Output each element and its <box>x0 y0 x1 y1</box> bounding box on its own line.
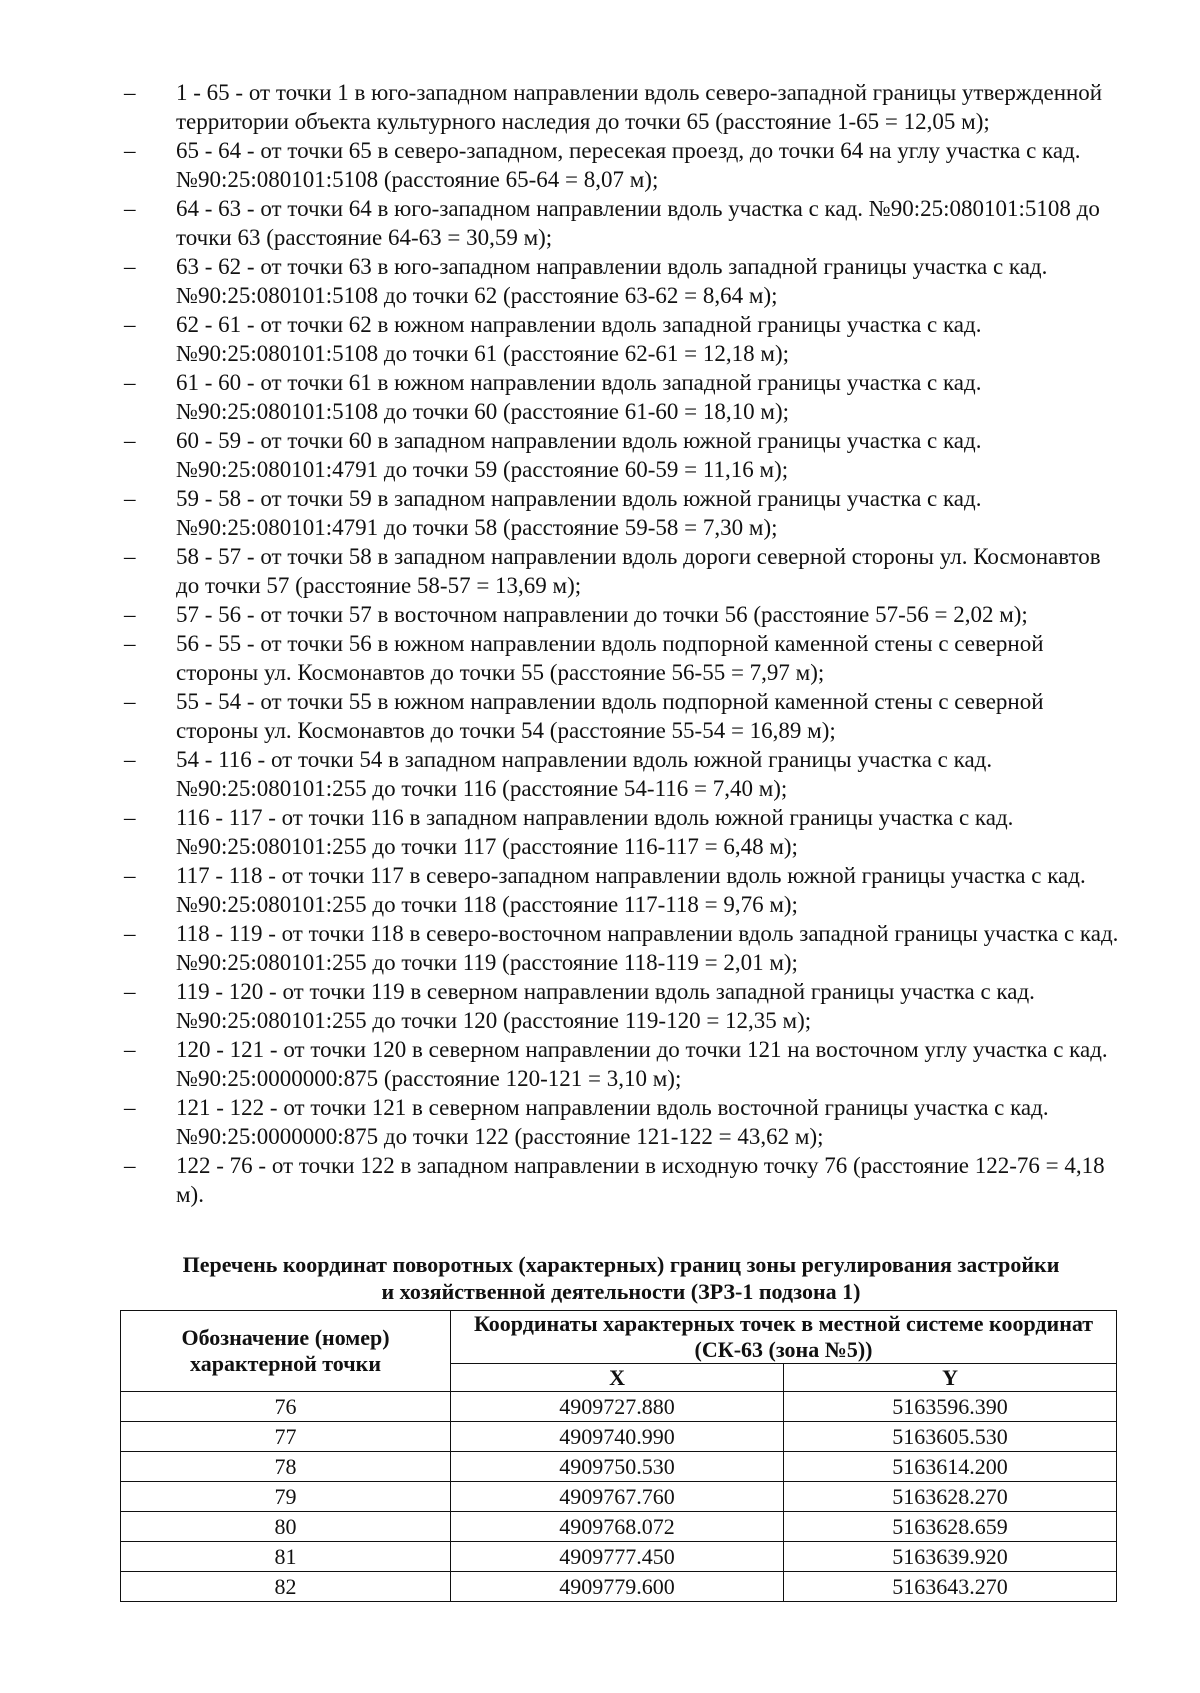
list-dash: – <box>124 979 136 1004</box>
list-item-text: 119 - 120 - от точки 119 в северном направлении вдоль западной границы участка с кад. №90:25:080101:255 до точки 120 (расстояние 119-120 = 12,35 м); <box>176 979 1035 1033</box>
list-item-text: 1 - 65 - от точки 1 в юго-западном направлении вдоль северо-западной границы утвержденной территории объекта культурного наследия до точки 65 (расстояние 1-65 = 12,05 м); <box>176 80 1103 134</box>
cell-point-number: 81 <box>121 1542 451 1572</box>
header-x: X <box>451 1364 784 1392</box>
cell-x: 4909727.880 <box>451 1392 784 1422</box>
list-dash: – <box>124 370 136 395</box>
list-dash: – <box>124 631 136 656</box>
cell-y: 5163639.920 <box>784 1542 1117 1572</box>
list-item <box>120 977 1120 1035</box>
list-dash: – <box>124 254 136 279</box>
list-item <box>120 629 1120 687</box>
list-item-text: 116 - 117 - от точки 116 в западном направлении вдоль южной границы участка с кад. №90:25:080101:255 до точки 117 (расстояние 116-117 = 6,48 м); <box>176 805 1014 859</box>
list-item-text: 121 - 122 - от точки 121 в северном направлении вдоль восточной границы участка с кад. №90:25:0000000:875 до точки 122 (расстояние 121-122 = 43,62 м); <box>176 1095 1049 1149</box>
list-item-text: 122 - 76 - от точки 122 в западном направлении в исходную точку 76 (расстояние 122-76 = 4,18 м). <box>176 1153 1105 1207</box>
cell-y: 5163643.270 <box>784 1572 1117 1602</box>
list-dash: – <box>124 747 136 772</box>
list-item-text: 56 - 55 - от точки 56 в южном направлении вдоль подпорной каменной стены с северной стороны ул. Космонавтов до точки 55 (расстояние 56-55 = 7,97 м); <box>176 631 1044 685</box>
cell-x: 4909740.990 <box>451 1422 784 1452</box>
list-dash: – <box>124 1037 136 1062</box>
cell-point-number: 80 <box>121 1512 451 1542</box>
table-row <box>121 1482 1117 1512</box>
list-item <box>120 252 1120 310</box>
list-item-text: 60 - 59 - от точки 60 в западном направлении вдоль южной границы участка с кад. №90:25:080101:4791 до точки 59 (расстояние 60-59 = 11,16 м); <box>176 428 982 482</box>
table-title-line-1: Перечень координат поворотных (характерных) границ зоны регулирования застройки <box>182 1252 1060 1277</box>
list-item-text: 61 - 60 - от точки 61 в южном направлении вдоль западной границы участка с кад. №90:25:080101:5108 до точки 60 (расстояние 61-60 = 18,10 м); <box>176 370 982 424</box>
list-item-text: 58 - 57 - от точки 58 в западном направлении вдоль дороги северной стороны ул. Космонавтов до точки 57 (расстояние 58-57 = 13,69 м); <box>176 544 1101 598</box>
table-row <box>121 1422 1117 1452</box>
list-dash: – <box>124 544 136 569</box>
list-item-text: 117 - 118 - от точки 117 в северо-западном направлении вдоль южной границы участка с кад. №90:25:080101:255 до точки 118 (расстояние 117-118 = 9,76 м); <box>176 863 1086 917</box>
list-item-text: 63 - 62 - от точки 63 в юго-западном направлении вдоль западной границы участка с кад. №90:25:080101:5108 до точки 62 (расстояние 63-62 = 8,64 м); <box>176 254 1048 308</box>
list-item <box>120 600 1120 629</box>
list-item <box>120 426 1120 484</box>
list-item <box>120 78 1120 136</box>
list-dash: – <box>124 428 136 453</box>
list-item-text: 54 - 116 - от точки 54 в западном направлении вдоль южной границы участка с кад. №90:25:080101:255 до точки 116 (расстояние 54-116 = 7,40 м); <box>176 747 993 801</box>
list-item-text: 118 - 119 - от точки 118 в северо-восточном направлении вдоль западной границы участка с кад. №90:25:080101:255 до точки 119 (расстояние 118-119 = 2,01 м); <box>176 921 1119 975</box>
list-dash: – <box>124 196 136 221</box>
cell-x: 4909768.072 <box>451 1512 784 1542</box>
list-item <box>120 368 1120 426</box>
list-item-text: 62 - 61 - от точки 62 в южном направлении вдоль западной границы участка с кад. №90:25:080101:5108 до точки 61 (расстояние 62-61 = 12,18 м); <box>176 312 982 366</box>
list-dash: – <box>124 80 136 105</box>
list-item <box>120 861 1120 919</box>
list-item <box>120 1151 1120 1209</box>
list-item <box>120 1093 1120 1151</box>
header-coordinates: Координаты характерных точек в местной системе координат (СК-63 (зона №5)) <box>451 1311 1117 1364</box>
list-item <box>120 194 1120 252</box>
list-item <box>120 1035 1120 1093</box>
list-item <box>120 310 1120 368</box>
list-dash: – <box>124 863 136 888</box>
cell-y: 5163628.659 <box>784 1512 1117 1542</box>
list-dash: – <box>124 312 136 337</box>
list-item-text: 120 - 121 - от точки 120 в северном направлении до точки 121 на восточном углу участка с кад. №90:25:0000000:875 (расстояние 120-121 = 3,10 м); <box>176 1037 1108 1091</box>
cell-x: 4909779.600 <box>451 1572 784 1602</box>
list-item <box>120 919 1120 977</box>
list-item-text: 64 - 63 - от точки 64 в юго-западном направлении вдоль участка с кад. №90:25:080101:5108 до точки 63 (расстояние 64-63 = 30,59 м); <box>176 196 1100 250</box>
list-dash: – <box>124 1095 136 1120</box>
cell-x: 4909767.760 <box>451 1482 784 1512</box>
list-item-text: 57 - 56 - от точки 57 в восточном направлении до точки 56 (расстояние 57-56 = 2,02 м); <box>176 602 1028 627</box>
list-item <box>120 542 1120 600</box>
table-row <box>121 1572 1117 1602</box>
table-title <box>110 1251 1132 1305</box>
list-item-text: 65 - 64 - от точки 65 в северо-западном, пересекая проезд, до точки 64 на углу участка с кад. №90:25:080101:5108 (расстояние 65-64 = 8,07 м); <box>176 138 1081 192</box>
list-dash: – <box>124 1153 136 1178</box>
cell-point-number: 82 <box>121 1572 451 1602</box>
list-item <box>120 803 1120 861</box>
list-dash: – <box>124 486 136 511</box>
list-dash: – <box>124 138 136 163</box>
cell-x: 4909750.530 <box>451 1452 784 1482</box>
list-item <box>120 687 1120 745</box>
list-dash: – <box>124 689 136 714</box>
cell-y: 5163628.270 <box>784 1482 1117 1512</box>
table-title-line-2: и хозяйственной деятельности (ЗРЗ-1 подзона 1) <box>381 1279 861 1304</box>
cell-point-number: 76 <box>121 1392 451 1422</box>
list-item-text: 55 - 54 - от точки 55 в южном направлении вдоль подпорной каменной стены с северной стороны ул. Космонавтов до точки 54 (расстояние 55-54 = 16,89 м); <box>176 689 1044 743</box>
cell-point-number: 79 <box>121 1482 451 1512</box>
list-item <box>120 484 1120 542</box>
table-row <box>121 1392 1117 1422</box>
cell-point-number: 78 <box>121 1452 451 1482</box>
header-point-number: Обозначение (номер) характерной точки <box>121 1311 451 1392</box>
cell-point-number: 77 <box>121 1422 451 1452</box>
table-row <box>121 1512 1117 1542</box>
list-item-text: 59 - 58 - от точки 59 в западном направлении вдоль южной границы участка с кад. №90:25:080101:4791 до точки 58 (расстояние 59-58 = 7,30 м); <box>176 486 982 540</box>
list-dash: – <box>124 921 136 946</box>
table-row <box>121 1452 1117 1482</box>
list-item <box>120 136 1120 194</box>
cell-y: 5163605.530 <box>784 1422 1117 1452</box>
cell-y: 5163614.200 <box>784 1452 1117 1482</box>
cell-x: 4909777.450 <box>451 1542 784 1572</box>
cell-y: 5163596.390 <box>784 1392 1117 1422</box>
boundary-description-list <box>120 78 1120 1209</box>
header-y: Y <box>784 1364 1117 1392</box>
list-item <box>120 745 1120 803</box>
coordinates-table <box>120 1310 1117 1602</box>
list-dash: – <box>124 805 136 830</box>
list-dash: – <box>124 602 136 627</box>
table-header-row <box>121 1311 1117 1364</box>
table-row <box>121 1542 1117 1572</box>
